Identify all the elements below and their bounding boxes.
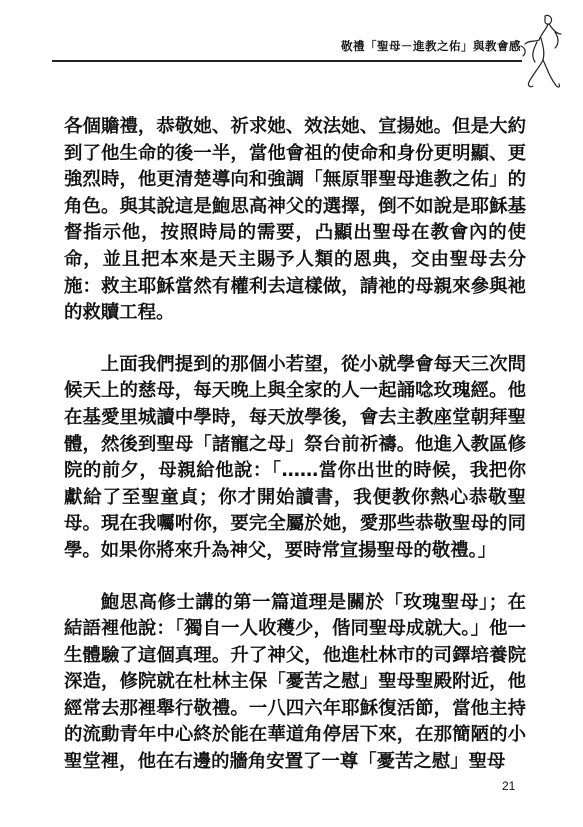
page-number: 21 bbox=[502, 779, 516, 793]
paragraph-2: 上面我們提到的那個小若望，從小就學會每天三次問候天上的慈母，每天晚上與全家的人一起誦唸玫瑰經。他在基愛里城讀中學時，每天放學後，會去主教座堂朝拜聖體，然後到聖母「諸寵之母」祭台前祈禱。他進入教區修院的前夕，母親給他說：「……當你出世的時候，我把你獻給了至聖童貞；你才開始讀書，我便教你熱心恭敬聖母。現在我囑咐你，要完全屬於她，愛那些恭敬聖母的同學。如果你將來升為神父，要時常宣揚聖母的敬禮。」 bbox=[64, 353, 526, 561]
header-rule bbox=[52, 60, 522, 62]
paragraph-1: 各個贍禮，恭敬她、祈求她、效法她、宣揚她。但是大約到了他生命的後一半，當他會祖的使命和身份更明顯、更強烈時，他更清楚導向和強調「無原罪聖母進教之佑」的角色。與其說這是鮑思高神父的選擇，倒不如說是耶穌基督指示他，按照時局的需要，凸顯出聖母在教會內的使命，並且把本來是天主賜予人類的恩典，交由聖母去分施：救主耶穌當然有權利去這樣做，請祂的母親來參與祂的救贖工程。 bbox=[64, 116, 526, 324]
body-text bbox=[64, 114, 526, 801]
paragraph-3: 鮑思高修士講的第一篇道理是關於「玫瑰聖母」；在結語裡他說：「獨自一人收穫少，偕同聖母成就大。」他一生體驗了這個真理。升了神父，他進杜林市的司鐸培養院深造，修院就在杜林主保「憂苦之慰」聖母聖殿附近，他經常去那裡舉行敬禮。一八四六年耶穌復活節，當他主持的流動青年中心終於能在華道角停居下來，在那簡陋的小聖堂裡，他在右邊的牆角安置了一尊「憂苦之慰」聖母 bbox=[64, 591, 526, 773]
running-header-title: 敬禮「聖母－進教之佑」與教會感 bbox=[341, 39, 521, 53]
sketch-figure-icon bbox=[515, 12, 565, 92]
